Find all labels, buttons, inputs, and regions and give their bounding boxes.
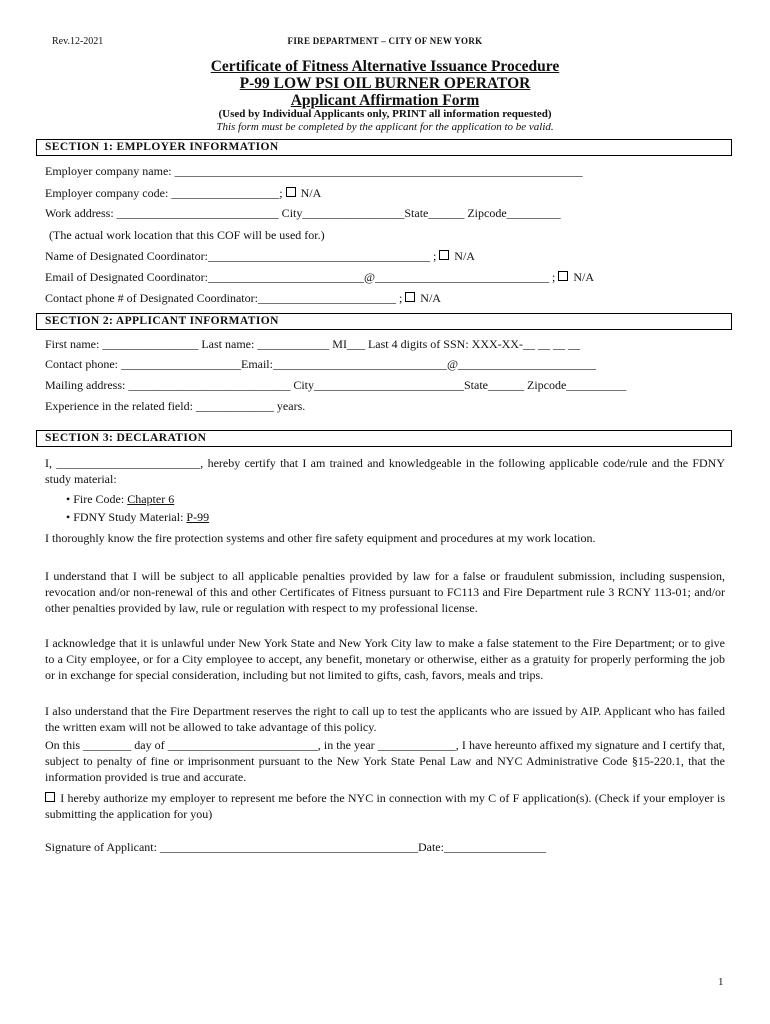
declaration-para-2: I understand that I will be subject to all applicable penalties provided by law for a false or fraudulent submission, including suspension, revocation and/or non-renewal of this and other Certificates of Fitness pursuant to FC113 and Fire Department rule 3 RCNY 113-01; and/or other penalties provided by law, rule or regulation with respect to my professional license. [45,569,725,615]
employer-company-code-row [45,186,321,201]
revision-label: Rev.12-2021 [52,36,104,47]
coordinator-name-row [45,249,475,264]
authorize-checkbox[interactable] [45,792,55,802]
coordinator-phone-na-checkbox[interactable] [405,292,415,302]
coordinator-name-na-label: N/A [454,249,475,263]
declaration-para-4: I also understand that the Fire Department reserves the right to call up to test the applicants who are issued by AIP. Applicant who has failed the written exam will not be allowed to take advantage of this policy. [45,704,725,734]
coordinator-email-field[interactable]: Email of Designated Coordinator:__________________________@_____________________________ ; [45,270,556,284]
coordinator-name-na-checkbox[interactable] [439,250,449,260]
coordinator-phone-row [45,291,441,306]
section1-title: SECTION 1: EMPLOYER INFORMATION [45,141,279,153]
declaration-para-1: I thoroughly know the fire protection systems and other fire safety equipment and procedures at my work location. [45,531,596,545]
applicant-mailing-field[interactable]: Mailing address: ___________________________ City_________________________State______ Zipcode__________ [45,378,627,392]
employer-company-name-field[interactable]: Employer company name: ____________________________________________________________________ [45,164,583,178]
work-location-note: (The actual work location that this COF will be used for.) [49,228,325,242]
coordinator-phone-na-label: N/A [420,291,441,305]
section3-title: SECTION 3: DECLARATION [45,432,207,444]
section3-header [36,430,732,447]
section1-header [36,139,732,156]
department-header: FIRE DEPARTMENT – CITY OF NEW YORK [287,36,483,46]
usage-note: (Used by Individual Applicants only, PRINT all information requested) [218,108,552,120]
bullet-study-material-label: • FDNY Study Material: [66,510,187,524]
form-title-line2: P-99 LOW PSI OIL BURNER OPERATOR [239,75,531,92]
applicant-name-field[interactable]: First name: ________________ Last name: ____________ MI___ Last 4 digits of SSN: XXX-XX-__ __ __ __ [45,337,580,351]
applicant-contact-field[interactable]: Contact phone: ____________________Email:_____________________________@_______________________ [45,357,597,371]
certify-statement: I, ________________________, hereby certify that I am trained and knowledgeable in the following applicable code/rule and the FDNY study material: [45,456,725,486]
authorize-row [45,790,725,822]
coordinator-phone-field[interactable]: Contact phone # of Designated Coordinator:_______________________ ; [45,291,403,305]
coordinator-email-na-checkbox[interactable] [558,271,568,281]
section2-title: SECTION 2: APPLICANT INFORMATION [45,315,279,327]
chapter-6-link[interactable]: Chapter 6 [127,492,175,506]
signature-date-field[interactable]: Signature of Applicant: ___________________________________________Date:_________________ [45,840,546,854]
p99-link[interactable]: P-99 [186,510,210,524]
work-address-field[interactable]: Work address: ___________________________ City_________________State______ Zipcode_________ [45,206,561,220]
authorize-text: I hereby authorize my employer to represent me before the NYC in connection with my C of F application(s). (Check if your employer is submitting the application for you) [45,791,725,821]
page-number: 1 [718,976,724,988]
coordinator-email-row [45,270,594,285]
declaration-para-3: I acknowledge that it is unlawful under New York State and New York City law to make a false statement to the Fire Department; or to give to a City employee, or for a City employee to accept, any benefit, monetary or otherwise, either as a gratuity for properly performing the job or in exchange for special consideration, including but not limited to gifts, cash, favors, meals and trips. [45,636,725,682]
section2-header [36,313,732,330]
applicant-experience-field[interactable]: Experience in the related field: _____________ years. [45,399,306,413]
form-title-line3: Applicant Affirmation Form [290,92,480,109]
form-title-line1: Certificate of Fitness Alternative Issuance Procedure [210,58,560,75]
company-code-na-label: N/A [300,186,322,200]
bullet-fire-code-label: • Fire Code: [66,492,128,506]
declaration-para-5: On this ________ day of _________________________, in the year _____________, I have hereunto affixed my signature and I certify that, subject to penalty of fine or imprisonment pursuant to the New York State Penal Law and NYC Administrative Code §15-220.1, that the information provided is true and accurate. [45,738,725,784]
validity-note: This form must be completed by the applicant for the application to be valid. [216,121,554,133]
employer-company-code-field[interactable]: Employer company code: __________________; [45,186,283,200]
bullet-fire-code [66,492,174,507]
coordinator-name-field[interactable]: Name of Designated Coordinator:_____________________________________ ; [45,249,437,263]
coordinator-email-na-label: N/A [573,270,595,284]
company-code-na-checkbox[interactable] [286,187,296,197]
bullet-study-material [66,510,209,525]
